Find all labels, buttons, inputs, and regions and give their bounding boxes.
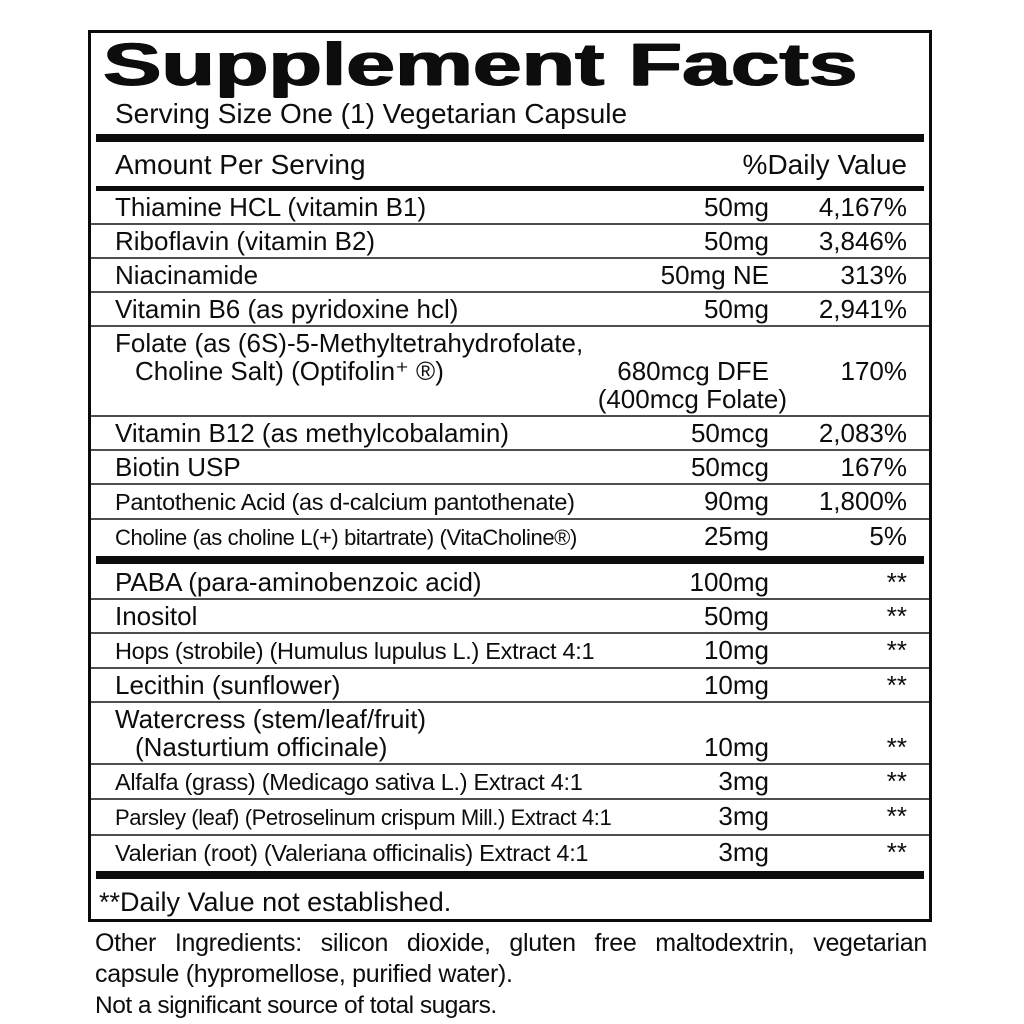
ingredient-name: Thiamine HCL (vitamin B1) — [115, 192, 427, 222]
daily-value-percent: ** — [886, 732, 907, 762]
panel-title — [91, 33, 929, 97]
ingredient-name: Riboflavin (vitamin B2) — [115, 226, 376, 256]
footnote-text: **Daily Value not established. — [99, 887, 452, 917]
daily-value-percent: ** — [886, 601, 907, 631]
amount-value: 90mg — [703, 486, 769, 516]
daily-value-percent: 5% — [869, 521, 907, 551]
daily-value-percent: 3,846% — [818, 226, 907, 256]
ingredient-row — [91, 566, 929, 598]
ingredient-row — [91, 598, 929, 632]
below-panel-text — [95, 928, 927, 1021]
folate-amount-note: (400mcg Folate) — [597, 384, 787, 414]
amount-value: 10mg — [703, 670, 769, 700]
sugars-note-text: Not a significant source of total sugars. — [95, 992, 497, 1019]
amount-value: 50mcg — [690, 452, 769, 482]
daily-value-percent: ** — [886, 837, 907, 867]
ingredient-row — [91, 798, 929, 834]
amount-value: 3mg — [718, 801, 769, 831]
ingredient-row — [91, 291, 929, 325]
header-amount-label: Amount Per Serving — [115, 149, 366, 180]
ingredient-name: Hops (strobile) (Humulus lupulus L.) Extract 4:1 — [115, 638, 595, 664]
ingredient-row — [91, 763, 929, 798]
ingredient-row — [91, 483, 929, 518]
ingredient-row — [91, 449, 929, 483]
folate-row — [91, 325, 929, 415]
folate-daily-value: 170% — [840, 356, 907, 386]
ingredient-name: Parsley (leaf) (Petroselinum crispum Mill.) Extract 4:1 — [115, 805, 612, 830]
daily-value-percent: 2,941% — [818, 294, 907, 324]
ingredient-name: Pantothenic Acid (as d-calcium pantothenate) — [115, 489, 575, 515]
daily-value-percent: 313% — [840, 260, 907, 290]
table-header-row — [91, 142, 929, 186]
header-daily-value-label: %Daily Value — [742, 149, 907, 180]
amount-value: 3mg — [718, 837, 769, 867]
amount-value: 50mg — [703, 226, 769, 256]
ingredient-row — [91, 834, 929, 869]
folate-name-line1: Folate (as (6S)-5-Methyltetrahydrofolate, — [115, 328, 584, 358]
thick-divider-top — [96, 134, 924, 142]
ingredient-row — [91, 257, 929, 291]
watercress-row — [91, 701, 929, 763]
ingredient-row — [91, 632, 929, 667]
amount-value: 3mg — [718, 766, 769, 796]
other-ingredients-text: Other Ingredients: silicon dioxide, gluten free maltodextrin, vegetarian capsule (hypromellose, purified water). — [95, 929, 927, 988]
daily-value-percent: 4,167% — [818, 192, 907, 222]
daily-value-percent: 2,083% — [818, 418, 907, 448]
daily-value-percent: ** — [886, 635, 907, 665]
watercress-name-line2: (Nasturtium officinale) — [135, 732, 388, 762]
ingredient-row — [91, 518, 929, 554]
amount-value: 50mg — [703, 192, 769, 222]
amount-value: 50mg NE — [660, 260, 769, 290]
daily-value-percent: 167% — [840, 452, 907, 482]
amount-value: 50mcg — [690, 418, 769, 448]
ingredient-row — [91, 415, 929, 449]
daily-value-percent: ** — [886, 567, 907, 597]
ingredient-name: Vitamin B6 (as pyridoxine hcl) — [115, 294, 459, 324]
amount-value: 50mg — [703, 294, 769, 324]
supplement-facts-panel — [88, 30, 932, 922]
folate-amount: 680mcg DFE — [617, 356, 769, 386]
ingredient-row — [91, 667, 929, 701]
watercress-name-line1: Watercress (stem/leaf/fruit) — [115, 704, 427, 734]
footnote-divider — [96, 871, 924, 879]
amount-value: 50mg — [703, 601, 769, 631]
amount-value: 10mg — [703, 635, 769, 665]
amount-value: 10mg — [703, 732, 769, 762]
ingredient-name: Biotin USP — [115, 452, 241, 482]
folate-name-line2: Choline Salt) (Optifolin⁺ ®) — [135, 356, 444, 386]
daily-value-percent: ** — [886, 801, 907, 831]
ingredient-row — [91, 223, 929, 257]
ingredient-name: Vitamin B12 (as methylcobalamin) — [115, 418, 510, 448]
ingredient-name: Alfalfa (grass) (Medicago sativa L.) Extract 4:1 — [115, 769, 583, 795]
ingredient-row — [91, 191, 929, 223]
ingredient-name: PABA (para-aminobenzoic acid) — [115, 567, 482, 597]
ingredient-name: Valerian (root) (Valeriana officinalis) Extract 4:1 — [115, 840, 589, 866]
daily-value-percent: ** — [886, 766, 907, 796]
daily-value-percent: ** — [886, 670, 907, 700]
serving-size-text: Serving Size One (1) Vegetarian Capsule — [115, 98, 628, 129]
section-divider — [96, 556, 924, 564]
ingredient-name: Niacinamide — [115, 260, 259, 290]
amount-value: 25mg — [703, 521, 769, 551]
panel-title-text: Supplement Facts — [103, 31, 858, 98]
daily-value-percent: 1,800% — [818, 486, 907, 516]
ingredient-name: Lecithin (sunflower) — [115, 670, 341, 700]
ingredient-name: Choline (as choline L(+) bitartrate) (VitaCholine®) — [115, 525, 577, 550]
amount-value: 100mg — [689, 567, 769, 597]
ingredient-name: Inositol — [115, 601, 198, 631]
